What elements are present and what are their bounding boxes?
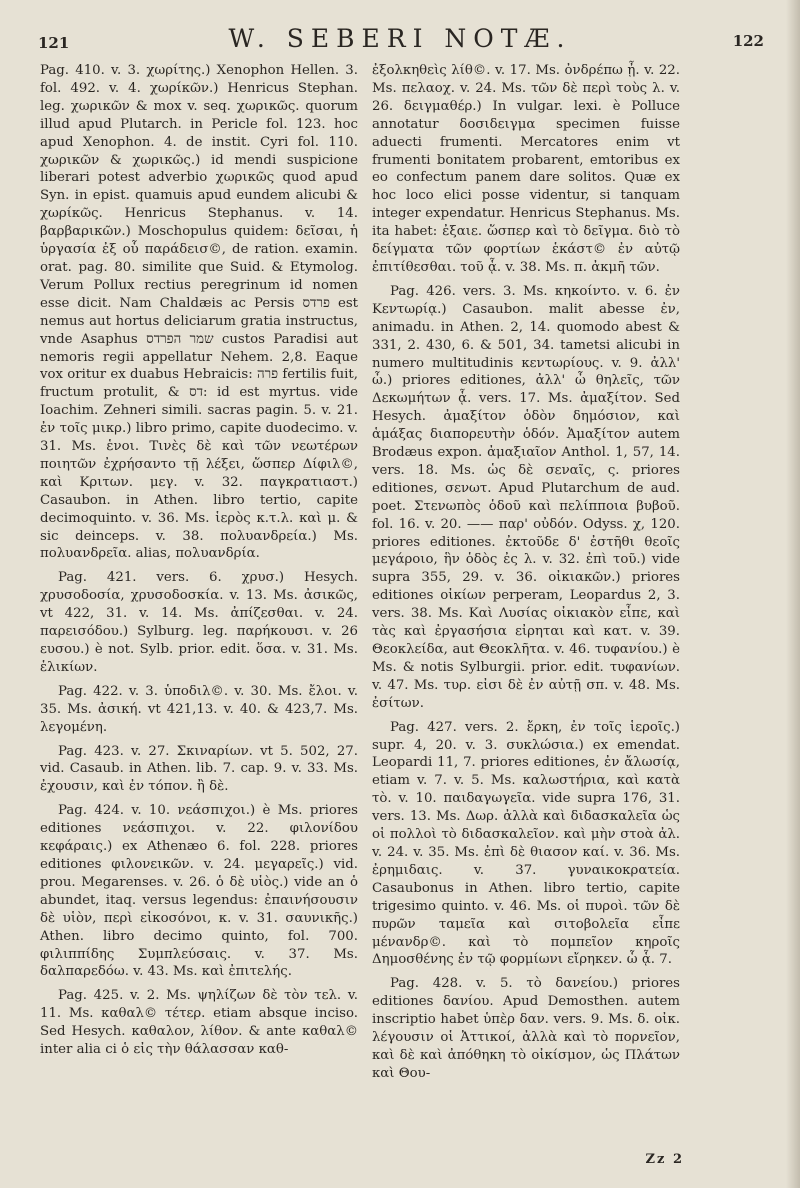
left-column [40, 62, 358, 1065]
note-paragraph: Pag. 421. vers. 6. χρυσ.) Hesych. χρυσοδοσία, χρυσοδοσκία. v. 13. Ms. ἀσικῶς, vt 422, 31. v. 14. Ms. ἀπίζεσθαι. v. 24. παρεισόδου.) Sylburg. leg. παρήκουσι. v. 26 ευσου.) è not. Sylb. prior. edit. ὅσα. v. 31. Ms. ἑλικίων. [40, 570, 358, 675]
note-paragraph: Pag. 422. v. 3. ὑποδιλ©. v. 30. Ms. ἔλοι. v. 35. Ms. ἀσική. vt 421,13. v. 40. & 423,7. Ms. λεγομένη. [40, 683, 358, 735]
running-title: W. SEBERI NOTÆ. [228, 24, 572, 53]
note-paragraph: Pag. 410. v. 3. χωρίτης.) Xenophon Hellen. 3. fol. 492. v. 4. χωρίκῶν.) Henricus Stephan. leg. χωρικῶν & mox v. seq. χωρικῶς. quorum illud apud Plutarch. in Pericle fol. 123. hoc apud Xenophon. 4. de instit. Cyri fol. 110. χωρικῶν & χωρικῶς.) id mendi suspicione liberari potest adverbio χωρικῶς quod apud Syn. in epist. quamuis apud eundem alicubi & χωρίκῶς. Henricus Stephanus. v. 14. βαρβαρικῶν.) Moschopulus quidem: δεῖσαι, ἡ ὑργασία ἐξ οὗ παράδεισ©, de ration. examin. orat. pag. 80. similite que Suid. & Etymolog. Verum Pollux rectius peregrinum id nomen esse dicit. Nam Chaldæis ac Persis פרדס est nemus aut hortus deliciarum gratia instructus, vnde Asaphus שמר הפרדס custos Paradisi aut nemoris regii appellatur Nehem. 2,8. Eaque vox oritur ex duabus Hebraicis: פרה fertilis fuit, fructum protulit, & דס: id est myrtus. vide Ioachim. Zehneri simili. sacras pagin. 5. v. 21. ἐν τοῖς μικρ.) libro primo, capite duodecimo. v. 31. Ms. ἑνοι. Τινὲς δὲ καὶ τῶν νεωτέρων ποιητῶν ἐχρήσαντο τῇ λέξει, ὥσπερ Δίφιλ©, καὶ Κριτων. μεγ. v. 32. παγκρατιαστ.) Casaubon. in Athen. libro tertio, capite decimoquinto. v. 36. Ms. ἱερὸς κ.τ.λ. καὶ μ. & sic deinceps. v. 38. πολυανδρεία.) Ms. πολυανδρεῖα. alias, πολυανδρία. [40, 63, 358, 562]
page-edge-shadow [786, 0, 800, 1188]
page-number-right: 122 [732, 32, 764, 50]
signature-mark: Zz 2 [645, 1152, 684, 1167]
note-paragraph: Pag. 425. v. 2. Ms. ψηλίζων δὲ τὸν τελ. v. 11. Ms. καθαλ© τέτερ. etiam absque inciso. Sed Hesych. καθαλον, λίθον. & ante καθαλ© inter alia ci ὁ εἰς τὴν θάλασσαν καθ- [40, 988, 358, 1058]
note-paragraph: Pag. 423. v. 27. Σκιναρίων. vt 5. 502, 27. vid. Casaub. in Athen. lib. 7. cap. 9. v. 33. Ms. ἐχουσιν, καὶ ἐν τόπον. ἢ δὲ. [40, 743, 358, 795]
note-paragraph: ἐξολκηθεὶς λίθ©. v. 17. Ms. ὀνδρέπω ᾖ. v. 22. Ms. πελαοχ. v. 24. Ms. τῶν δὲ περὶ τοὺς λ. v. 26. δειγμαθέρ.) In vulgar. lexi. è Polluce annotatur δοσιδειγμα specimen fuisse aduecti frumenti. Mercatores enim vt frumenti bonitatem probarent, emtoribus ex eo confectum panem dare solitos. Quæ ex hoc loco elici posse videntur, si tanquam integer expendatur. Henricus Stephanus. Ms. ita habet: ἐξαιε. ὥσπερ καὶ τὸ δεῖγμα. διὸ τὸ δείγματα τῶν φορτίων ἑκάστ© ἐν αὐτῷ ἐπιτίθεσθαι. τοῦ ᾇ. v. 38. Ms. π. ἀκμῆ τῶν. [372, 63, 680, 275]
note-paragraph: Pag. 424. v. 10. νεάσπιχοι.) è Ms. priores editiones νεάσπιχοι. v. 22. φιλονίδου κεφάραις.) ex Athenæo 6. fol. 228. priores editiones φιλονεικῶν. v. 24. μεγαρεῖς.) vid. prou. Megarenses. v. 26. ὁ δὲ υἱὸς.) vide an ὁ abundet, itaq. versus legendus: ἐπαινήσουσιν δὲ υἱὸν, περὶ εἰκοσόνοι, κ. v. 31. σαυνικῆς.) Athen. libro decimo quinto, fol. 700. φιλιππίδης Συμπλεύσαις. v. 37. Ms. δαλπαρεδόω. v. 43. Ms. καὶ ἐπιτελής. [40, 803, 358, 980]
note-paragraph: Pag. 428. v. 5. τὸ δανείου.) priores editiones δανίου. Apud Demosthen. autem inscriptio habet ὑπὲρ δαν. vers. 9. Ms. δ. οἰκ. λέγουσιν οἱ Ἀττικοί, ἀλλὰ καὶ τὸ πορνεῖον, καὶ δὲ καὶ ἀπόθηκη τὸ οἰκίσμον, ὡς Πλάτων καὶ Θου- [372, 976, 680, 1081]
running-head [0, 22, 800, 62]
note-paragraph: Pag. 426. vers. 3. Ms. κηκοίντο. v. 6. ἐν Κεντωρίᾳ.) Casaubon. malit abesse ἐν, animadu. in Athen. 2, 14. quomodo abest & 331, 2. 430, 6. & 501, 34. tametsi alicubi in numero multitudinis κεντωρίους. v. 9. ἀλλ' ὦ.) priores editiones, ἀλλ' ὦ θηλεῖς, τῶν Δεκωμήτων ᾇ. vers. 17. Ms. ἀμαξίτον. Sed Hesych. ἀμαξίτον ὁδὸν δημόσιον, καὶ ἁμάξας διαπορευτὴν ὁδόν. Ἀμαξίτον autem Brodæus expon. ἀμαξιαῖον Anthol. 1, 57, 14. vers. 18. Ms. ὡς δὲ σεναῖς, ς. priores editiones, σενωτ. Apud Plutarchum de aud. poet. Στενωπὸς ὁδοῦ καὶ πελίπποια βυβοῦ. fol. 16. v. 20. —— παρ' οὐδόν. Odyss. χ, 120. priores editiones. ἐκτοῦδε δ' ἐστῆθι θεοῖς μεγάροιο, ἣν ὁδὸς ἐς λ. v. 32. ἐπὶ τοῦ.) vide supra 355, 29. v. 36. οἰκιακῶν.) priores editiones οἰκίων perperam, Leopardus 2, 3. vers. 38. Ms. Καὶ Λυσίας οἰκιακὸν εἶπε, καὶ τὰς καὶ ἐργασήσια εἰρηται καὶ κατ. v. 39. Θεοκλείδα, aut Θεοκλῆτα. v. 46. τυφανίου.) è Ms. & notis Sylburgii. prior. edit. τυφανίων. v. 47. Ms. τυρ. εἰσι δὲ ἐν αὐτῇ σπ. v. 48. Ms. ἐσίτων. [372, 283, 680, 711]
note-paragraph: Pag. 427. vers. 2. ἔρκη, ἐν τοῖς ἱεροῖς.) supr. 4, 20. v. 3. συκλώσια.) ex emendat. Leopardi 11, 7. priores editiones, ἐν ἄλωσίᾳ, etiam v. 7. v. 5. Ms. καλωστήρια, καὶ κατὰ τὸ. v. 10. παιδαγωγεῖα. vide supra 176, 31. vers. 13. Ms. Δωρ. ἀλλὰ καὶ διδασκαλεῖα ὡς οἱ πολλοὶ τὸ διδασκαλεῖον. καὶ μὴν στοὰ ἀλ. v. 24. v. 35. Ms. ἐπὶ δὲ θιασον καί. v. 36. Ms. ἐρημιδαις. v. 37. γυναικοκρατεία. Casaubonus in Athen. libro tertio, capite trigesimo quinto. v. 46. Ms. οἱ πυροὶ. τῶν δὲ πυρῶν ταμεῖα καὶ σιτοβολεῖα εἶπε μένανδρ©. καὶ τὸ πομπεῖον κηροῖς Δημοσθένης ἐν τῷ φορμίωνι εἴρηκεν. ὧ ᾇ. 7. [372, 719, 680, 968]
right-column [372, 62, 680, 1089]
page-number-left: 121 [38, 34, 70, 52]
